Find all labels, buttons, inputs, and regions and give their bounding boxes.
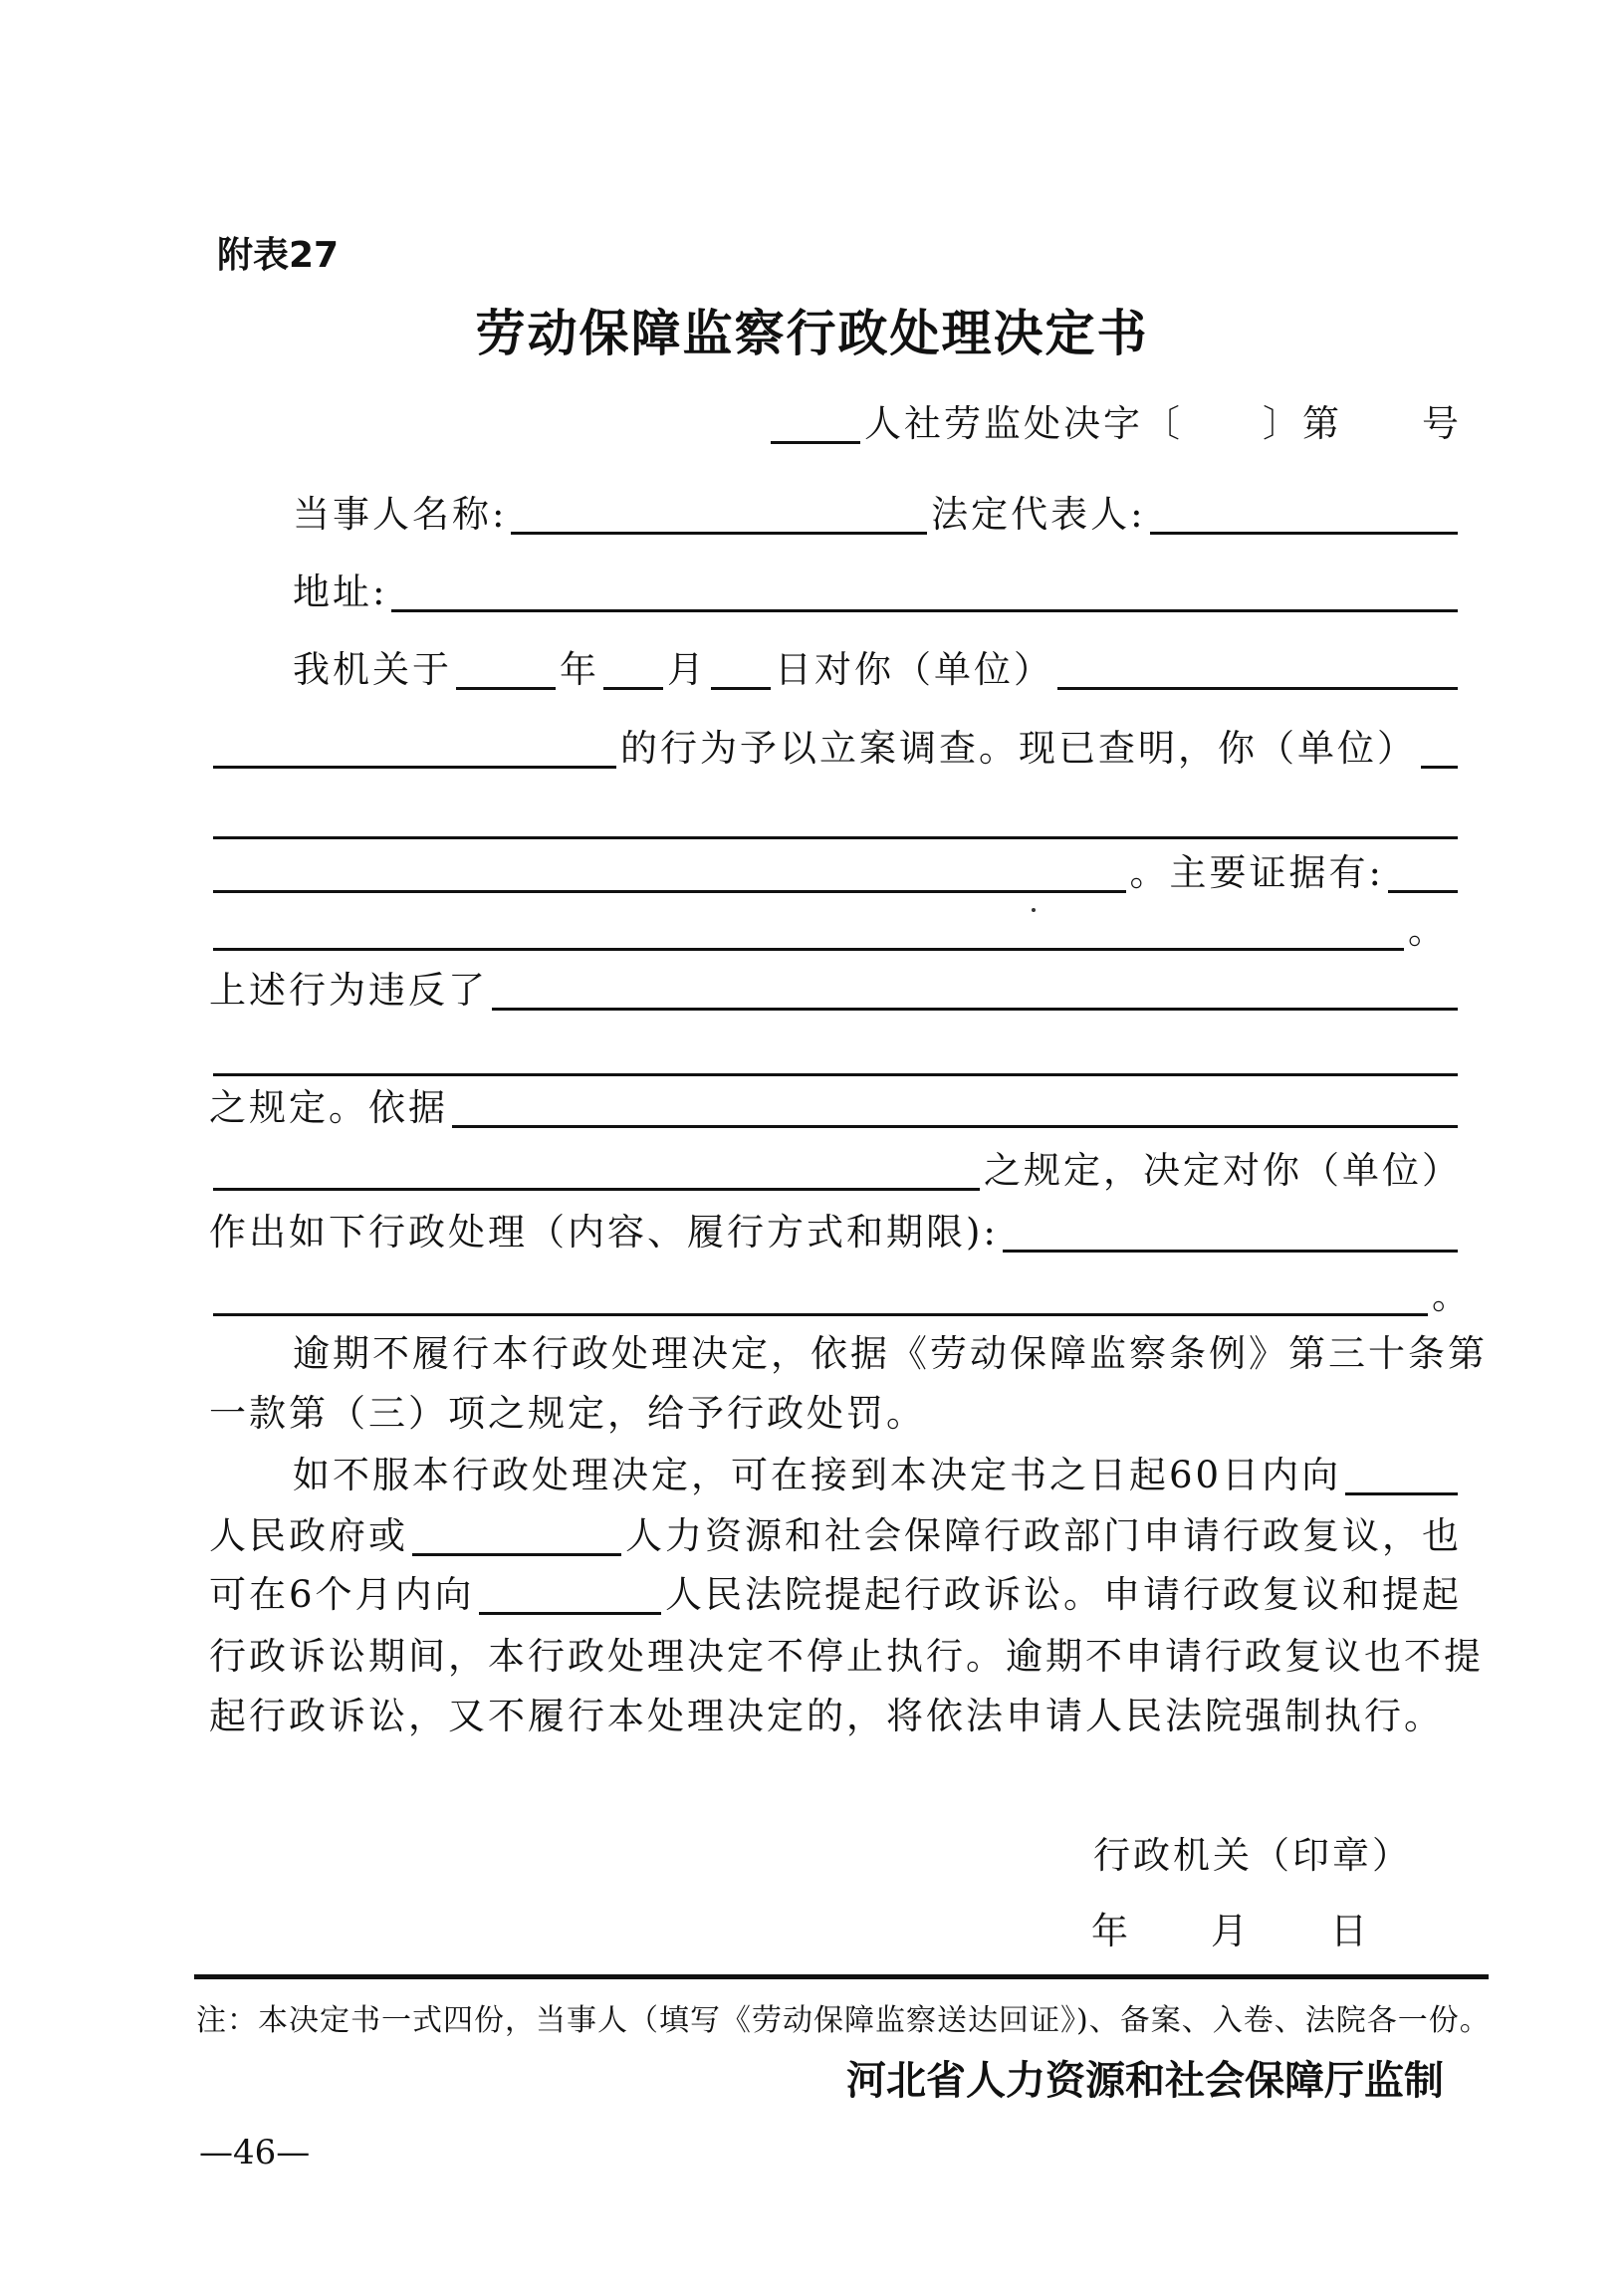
text: 如不服本行政处理决定，可在接到本决定书之日起60日内向 (293, 1454, 1342, 1496)
body-line-7 (209, 1028, 1462, 1084)
text: 年 (560, 648, 599, 691)
signature-date (209, 1904, 1462, 1959)
text: 可在6个月内向 (209, 1573, 475, 1616)
paragraph-2-line-5 (209, 1689, 1462, 1744)
evidence-blank[interactable] (213, 904, 1404, 951)
date-label: 年 月 日 (1091, 1910, 1370, 1952)
text: 上述行为违反了 (209, 969, 488, 1012)
paragraph-1-line-2 (209, 1386, 1462, 1442)
document-number-line (209, 396, 1462, 452)
findings-blank[interactable] (1421, 722, 1458, 769)
violated-law-blank[interactable] (492, 964, 1458, 1011)
year-blank[interactable] (456, 643, 556, 690)
text: 人民法院提起行政诉讼。申请行政复议和提起 (665, 1573, 1462, 1616)
text: 。 (1408, 909, 1448, 952)
footnote: 注：本决定书一式四份，当事人（填写《劳动保障监察送达回证》)、备案、入卷、法院各一份。 (196, 2003, 1491, 2038)
divider (194, 1974, 1489, 1979)
body-line-9 (209, 1143, 1462, 1199)
month-blank[interactable] (603, 643, 663, 690)
handling-blank[interactable] (1003, 1206, 1458, 1253)
body-line-3 (209, 792, 1462, 847)
text: 一款第（三）项之规定，给予行政处罚。 (209, 1392, 926, 1435)
body-line-1 (293, 642, 1462, 698)
authority-seal-label: 行政机关（印章） (1093, 1834, 1412, 1877)
text: 人民政府或 (209, 1514, 408, 1557)
target-blank[interactable] (1057, 643, 1458, 690)
party-line (293, 487, 1462, 543)
hr-department-blank[interactable] (412, 1509, 621, 1556)
court-blank[interactable] (479, 1568, 661, 1615)
party-name-label: 当事人名称: (293, 493, 508, 536)
document-title: 劳动保障监察行政处理决定书 (475, 305, 1149, 362)
paragraph-2-line-2 (209, 1508, 1462, 1564)
basis-law-blank[interactable] (452, 1081, 1458, 1128)
body-line-11 (209, 1268, 1472, 1324)
address-label: 地址: (293, 571, 388, 613)
basis-law-blank[interactable] (213, 1144, 980, 1191)
text: 月 (667, 648, 707, 691)
signature-authority (209, 1828, 1462, 1884)
body-line-5 (209, 903, 1462, 959)
paragraph-1-line-1 (293, 1326, 1488, 1382)
government-blank[interactable] (1345, 1449, 1458, 1495)
issuer: 河北省人力资源和社会保障厅监制 (846, 2058, 1444, 2104)
paragraph-2-line-1 (293, 1448, 1462, 1503)
evidence-blank[interactable] (1388, 846, 1458, 893)
text: 。 (1432, 1274, 1472, 1317)
paragraph-2-line-4 (209, 1629, 1484, 1685)
handling-blank[interactable] (213, 1269, 1428, 1316)
body-line-6 (209, 963, 1462, 1019)
page-number: —46— (199, 2133, 311, 2172)
day-blank[interactable] (711, 643, 771, 690)
body-line-4 (209, 845, 1462, 901)
text: 之规定。依据 (209, 1086, 448, 1129)
text: 我机关于 (293, 648, 452, 691)
address-blank[interactable] (391, 566, 1458, 612)
attachment-label: 附表27 (217, 235, 340, 276)
legal-rep-label: 法定代表人: (931, 493, 1146, 536)
text: 起行政诉讼，又不履行本处理决定的，将依法申请人民法院强制执行。 (209, 1695, 1444, 1737)
text: 。主要证据有: (1129, 851, 1384, 894)
paragraph-2-line-3 (209, 1567, 1462, 1623)
region-blank[interactable] (771, 397, 860, 444)
text: 日对你（单位） (775, 648, 1053, 691)
body-line-8 (209, 1080, 1462, 1136)
text: 作出如下行政处理（内容、履行方式和期限): (209, 1211, 999, 1254)
text: 逾期不履行本行政处理决定，依据《劳动保障监察条例》第三十条第 (293, 1332, 1488, 1375)
findings-blank[interactable] (213, 793, 1458, 839)
body-line-10 (209, 1205, 1462, 1260)
party-name-blank[interactable] (511, 488, 927, 535)
legal-rep-blank[interactable] (1150, 488, 1458, 535)
document-number-text: 人社劳监处决字〔 〕第 号 (864, 402, 1462, 445)
text: 的行为予以立案调查。现已查明，你（单位） (620, 727, 1417, 770)
text: 行政诉讼期间，本行政处理决定不停止执行。逾期不申请行政复议也不提 (209, 1635, 1484, 1678)
address-line (293, 565, 1462, 620)
body-line-2 (209, 721, 1462, 777)
findings-blank[interactable] (213, 846, 1126, 893)
violated-law-blank[interactable] (213, 1029, 1458, 1076)
text: 人力资源和社会保障行政部门申请行政复议，也 (625, 1514, 1462, 1557)
text: 之规定，决定对你（单位） (984, 1149, 1462, 1192)
behavior-blank[interactable] (213, 722, 616, 769)
